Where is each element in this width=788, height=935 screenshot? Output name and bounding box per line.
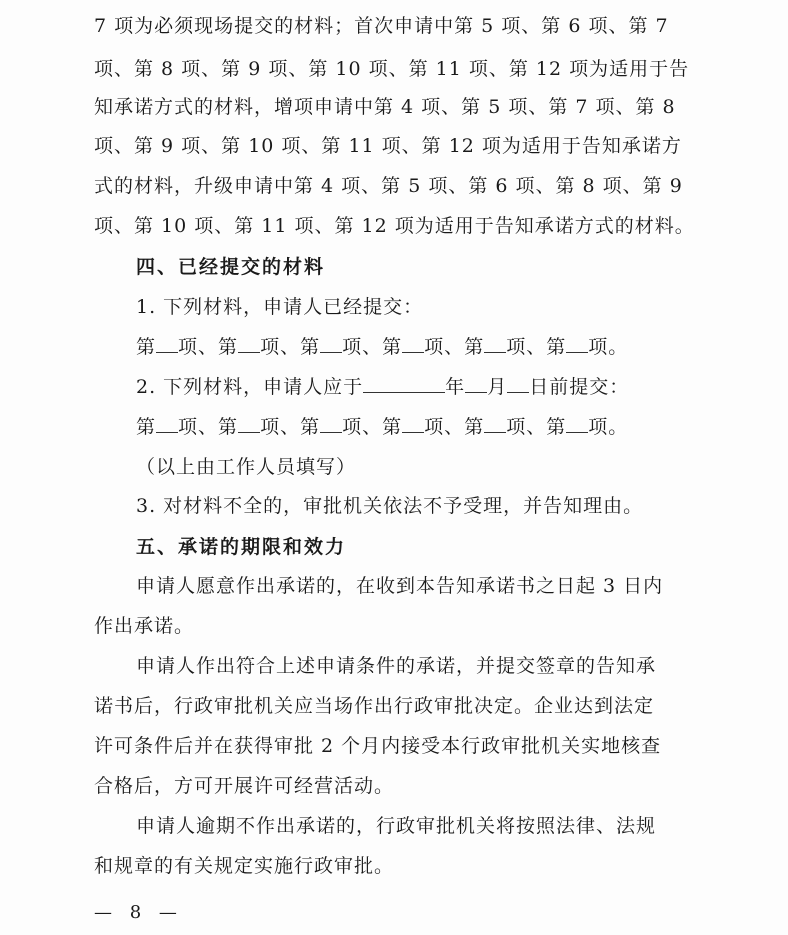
blank-field — [238, 334, 260, 353]
list-item: 2. 下列材料，申请人应于 年 月 日前提交： — [136, 376, 630, 398]
text-line: 申请人逾期不作出承诺的，行政审批机关将按照法律、法规 — [136, 815, 657, 837]
section-heading: 五、承诺的期限和效力 — [136, 536, 347, 558]
blank-field — [156, 334, 178, 353]
blank-field — [566, 334, 588, 353]
text-line: 项、第 9 项、第 10 项、第 11 项、第 12 项为适用于告知承诺方 — [94, 135, 682, 157]
list-item: 3. 对材料不全的，审批机关依法不予受理，并告知理由。 — [136, 495, 644, 517]
blank-field — [156, 414, 178, 433]
text-line: 申请人愿意作出承诺的，在收到本告知承诺书之日起 3 日内 — [136, 575, 664, 597]
list-item: 1. 下列材料，申请人已经提交： — [136, 296, 424, 318]
blank-field-day — [507, 374, 529, 393]
fill-row-pending: 第 项、第 项、第 项、第 项、第 项、第 项。 — [136, 416, 629, 438]
blank-field — [484, 414, 506, 433]
fill-row-submitted: 第 项、第 项、第 项、第 项、第 项、第 项。 — [136, 336, 629, 358]
section-heading: 四、已经提交的材料 — [136, 256, 326, 278]
text-line: 合格后，方可开展许可经营活动。 — [94, 775, 395, 797]
blank-field — [320, 334, 342, 353]
text-line: 申请人作出符合上述申请条件的承诺，并提交签章的告知承 — [136, 655, 657, 677]
text-line: 项、第 10 项、第 11 项、第 12 项为适用于告知承诺方式的材料。 — [94, 215, 695, 237]
blank-field — [320, 414, 342, 433]
text-line: 作出承诺。 — [94, 615, 195, 637]
blank-field — [566, 414, 588, 433]
text-line: 诺书后，行政审批机关应当场作出行政审批决定。企业达到法定 — [94, 695, 655, 717]
blank-field-year — [363, 374, 445, 393]
text-line: 和规章的有关规定实施行政审批。 — [94, 855, 395, 877]
blank-field — [484, 334, 506, 353]
note-text: （以上由工作人员填写） — [136, 456, 357, 478]
text-line: 知承诺方式的材料，增项申请中第 4 项、第 5 项、第 7 项、第 8 — [94, 96, 676, 118]
blank-field-month — [465, 374, 487, 393]
text-line: 项、第 8 项、第 9 项、第 10 项、第 11 项、第 12 项为适用于告 — [94, 58, 690, 80]
blank-field — [402, 334, 424, 353]
text-line: 许可条件后并在获得审批 2 个月内接受本行政审批机关实地核查 — [94, 735, 662, 757]
page-number: — 8 — — [94, 902, 183, 923]
blank-field — [238, 414, 260, 433]
text-line: 7 项为必须现场提交的材料；首次申请中第 5 项、第 6 项、第 7 — [94, 15, 669, 37]
text-line: 式的材料，升级申请中第 4 项、第 5 项、第 6 项、第 8 项、第 9 — [94, 175, 683, 197]
blank-field — [402, 414, 424, 433]
